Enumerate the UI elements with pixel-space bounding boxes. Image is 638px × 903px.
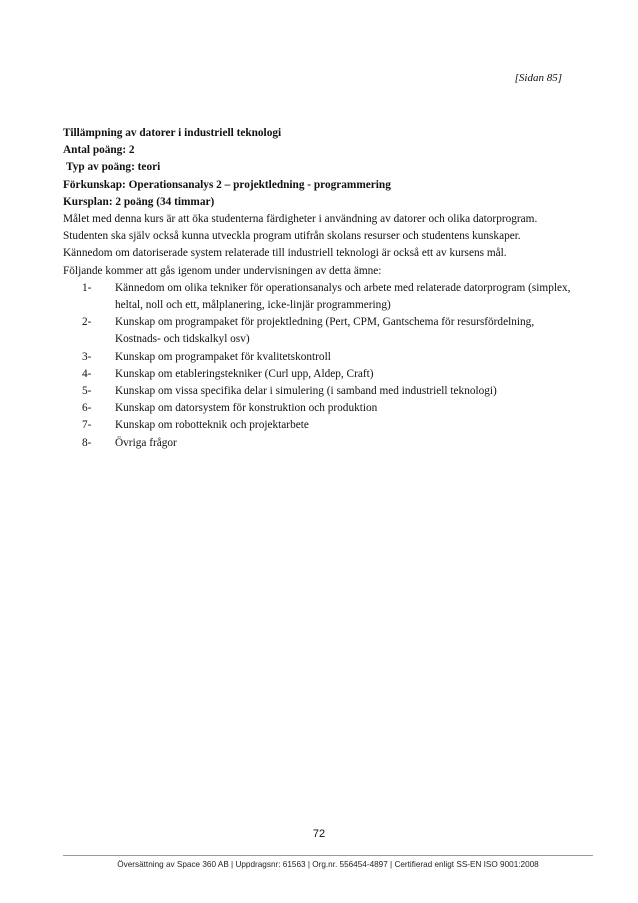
list-item-number: 1- xyxy=(82,281,92,294)
course-description xyxy=(63,125,573,452)
topics-list xyxy=(63,280,573,452)
list-item xyxy=(63,349,573,366)
list-item-number: 5- xyxy=(82,385,92,398)
list-item xyxy=(63,280,573,314)
footer-text: Översättning av Space 360 AB | Uppdragsnr: 61563 | Org.nr. 556454-4897 | Certifierad enligt SS-EN ISO 9001:2008 xyxy=(117,860,539,869)
list-item-text: Kunskap om robotteknik och projektarbete xyxy=(115,419,309,432)
footer-divider xyxy=(63,855,593,856)
list-item xyxy=(63,366,573,383)
list-item-number: 3- xyxy=(82,350,92,363)
list-item-number: 8- xyxy=(82,436,92,449)
list-item-number: 2- xyxy=(82,316,92,329)
course-credits: Antal poäng: 2 xyxy=(63,144,135,157)
list-item-text: Kunskap om programpaket för kvalitetskontroll xyxy=(115,350,331,363)
course-title: Tillämpning av datorer i industriell teknologi xyxy=(63,127,282,139)
course-goal: Målet med denna kurs är att öka studenterna färdigheter i användning av datorer och olika datorprogram. Studenten ska själv också kunna utveckla program utifrån skolans resurser och studentens kunskaper. Kännedom om datoriserade system relaterade till industriell teknologi är också ett av kursens mål. xyxy=(63,213,538,260)
list-item-number: 6- xyxy=(82,402,92,415)
course-prerequisites: Förkunskap: Operationsanalys 2 – projektledning - programmering xyxy=(63,178,391,191)
list-item xyxy=(63,314,573,348)
list-item xyxy=(63,383,573,400)
list-item xyxy=(63,417,573,434)
list-item-text: Kunskap om etableringstekniker (Curl upp, Aldep, Craft) xyxy=(115,367,374,380)
list-item-text: Kännedom om olika tekniker för operationsanalys och arbete med relaterade datorprogram (simplex, heltal, noll och ett, målplanering, icke-linjär programmering) xyxy=(115,281,571,312)
course-syllabus: Kursplan: 2 poäng (34 timmar) xyxy=(63,195,215,208)
list-item-number: 4- xyxy=(82,367,92,380)
course-type: Typ av poäng: teori xyxy=(66,161,161,174)
list-item-text: Övriga frågor xyxy=(115,436,177,449)
list-item-text: Kunskap om datorsystem för konstruktion och produktion xyxy=(115,402,378,415)
list-item xyxy=(63,400,573,417)
topics-intro: Följande kommer att gås igenom under undervisningen av detta ämne: xyxy=(63,264,382,277)
page-number: 72 xyxy=(312,828,326,840)
list-item xyxy=(63,435,573,452)
list-item-text: Kunskap om vissa specifika delar i simulering (i samband med industriell teknologi) xyxy=(115,385,497,398)
page-reference: [Sidan 85] xyxy=(514,72,562,84)
list-item-number: 7- xyxy=(82,419,92,432)
list-item-text: Kunskap om programpaket för projektledning (Pert, CPM, Gantschema för resursfördelning, Kostnads- och tidskalkyl osv) xyxy=(115,316,535,346)
